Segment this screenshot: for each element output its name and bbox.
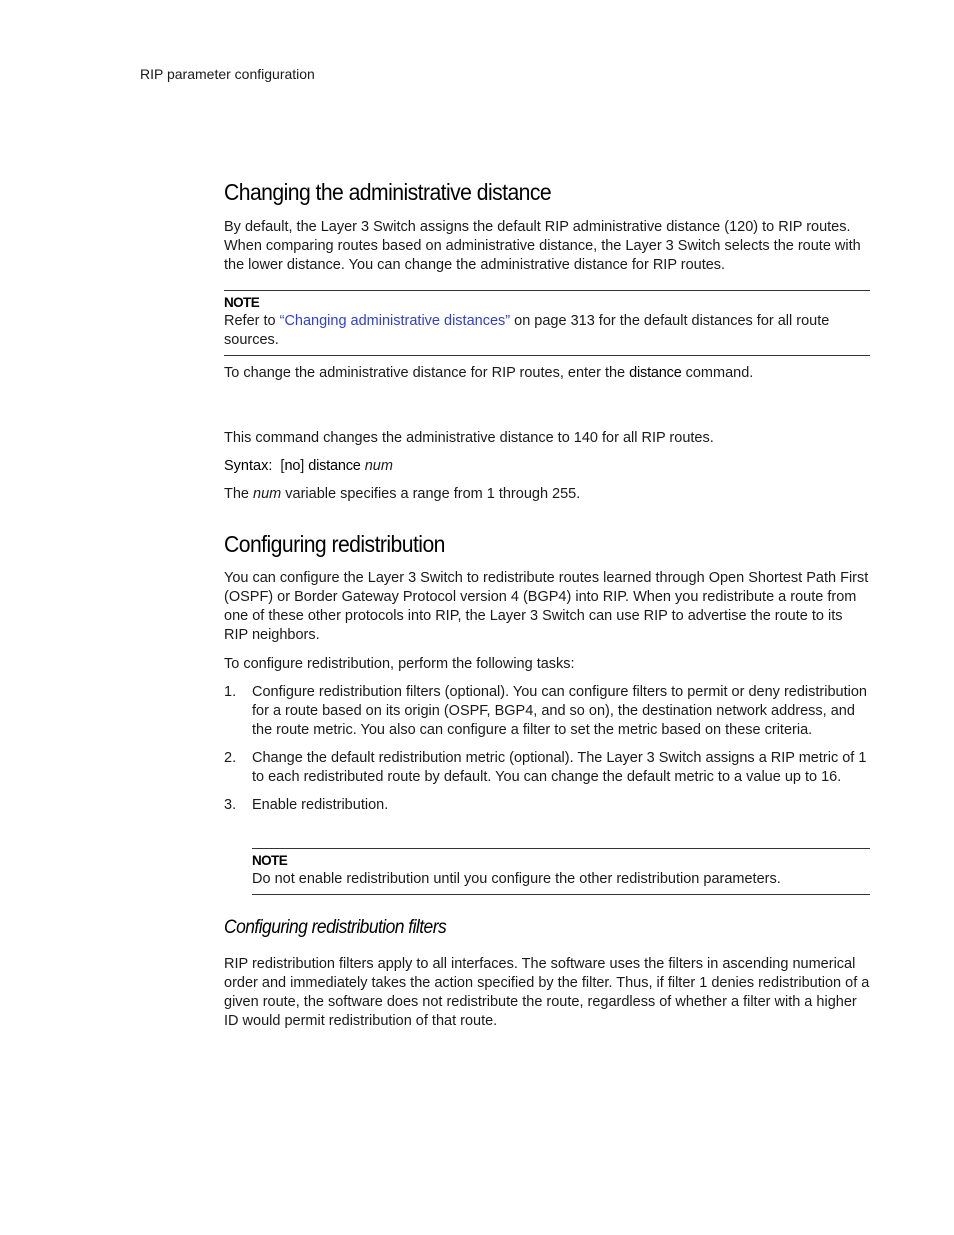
command-keyword: distance xyxy=(629,365,682,381)
task-list xyxy=(224,683,870,824)
syntax-no-keyword: no xyxy=(284,458,301,474)
syntax-label: Syntax: xyxy=(224,458,273,474)
redistribution-filters-body: RIP redistribution filters apply to all interfaces. The software uses the filters in ascending numerical order and immediately takes the action specified by the filter. Thus, if filter 1 denies redistribution of a given route, the software does not redistribute the route, regardless of whether a filter with a higher ID would permit redistribution of that route. xyxy=(224,956,870,1029)
syntax-bracket-open: [ xyxy=(280,458,285,474)
list-item-number: 1. xyxy=(224,684,237,700)
list-item xyxy=(224,749,870,787)
note-text-after: on page 313 for the default distances for all route sources. xyxy=(224,313,830,348)
list-item-text: Change the default redistribution metric (optional). The Layer 3 Switch assigns a RIP metric of 1 to each redistributed route by default. You can change the default metric to a value up to 16. xyxy=(252,750,867,785)
redistribution-intro: You can configure the Layer 3 Switch to redistribute routes learned through Open Shortest Path First (OSPF) or Border Gateway Protocol version 4 (BGP4) into RIP. When you redistribute a route from one of these other protocols into RIP, the Layer 3 Switch can use RIP to advertise the route to its RIP neighbors. xyxy=(224,570,869,643)
section-heading-admin-distance: Changing the administrative distance xyxy=(224,179,552,205)
note-text-before: Refer to xyxy=(224,313,280,329)
command-intro-end: command. xyxy=(681,365,754,381)
variable-description xyxy=(224,485,870,504)
list-item xyxy=(224,683,870,740)
list-item-text: Configure redistribution filters (optional). You can configure filters to permit or deny redistribution for a route based on its origin (OSPF, BGP4, and so on), the destination network address, and the route metric. You also can configure a filter to set the metric based on these criteria. xyxy=(252,684,867,738)
running-header: RIP parameter configuration xyxy=(140,66,315,82)
variable-name: num xyxy=(253,486,282,502)
variable-desc-before: The xyxy=(224,486,254,502)
command-intro xyxy=(224,364,870,383)
note-label: NOTE xyxy=(224,295,260,310)
cross-reference-link[interactable]: “Changing administrative distances” xyxy=(279,313,511,329)
syntax-bracket-close: ] xyxy=(300,458,305,474)
syntax-keyword: distance xyxy=(308,458,361,474)
note-label: NOTE xyxy=(252,853,288,868)
admin-distance-intro: By default, the Layer 3 Switch assigns the default RIP administrative distance (120) to RIP routes. When comparing routes based on administrative distance, the Layer 3 Switch selects the route with the lower distance. You can change the administrative distance for RIP routes. xyxy=(224,219,861,273)
list-item xyxy=(224,796,870,815)
variable-desc-after: variable specifies a range from 1 through 255. xyxy=(281,486,581,502)
note-text: Do not enable redistribution until you configure the other redistribution parameters. xyxy=(252,871,781,887)
syntax-line xyxy=(224,457,870,476)
command-result: This command changes the administrative distance to 140 for all RIP routes. xyxy=(224,430,714,446)
list-item-number: 2. xyxy=(224,750,237,766)
tasks-intro: To configure redistribution, perform the following tasks: xyxy=(224,656,575,672)
note-text xyxy=(224,312,870,350)
section-heading-redistribution: Configuring redistribution xyxy=(224,531,445,557)
note-admin-distances xyxy=(224,290,870,356)
list-item-text: Enable redistribution. xyxy=(252,797,389,813)
syntax-variable: num xyxy=(364,458,393,474)
subsection-heading-redistribution-filters: Configuring redistribution filters xyxy=(224,917,447,938)
command-intro-text: To change the administrative distance for RIP routes, enter the xyxy=(224,365,630,381)
list-item-number: 3. xyxy=(224,797,237,813)
note-enable-redistribution xyxy=(252,848,870,895)
